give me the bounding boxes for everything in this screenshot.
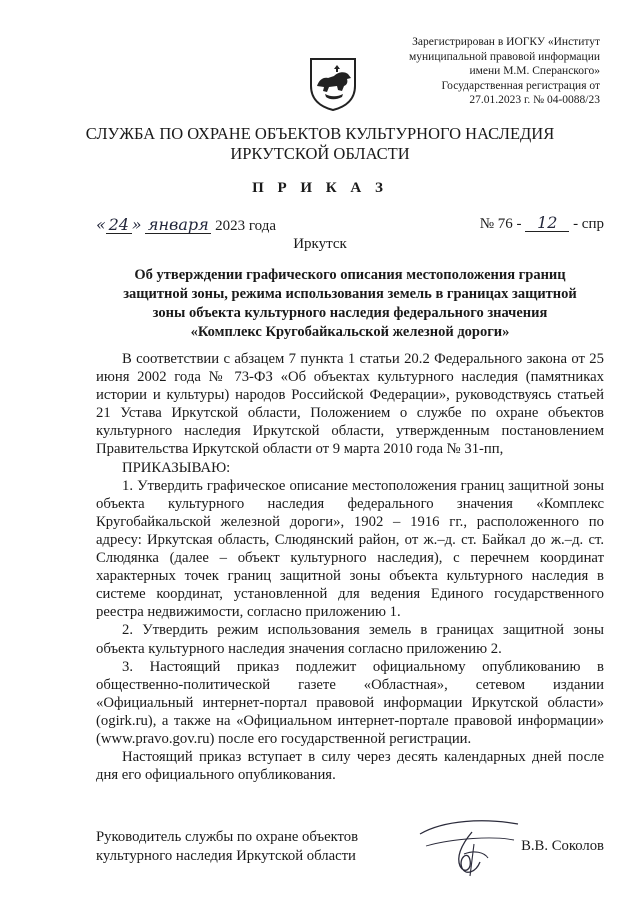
- registration-line: Зарегистрирован в ИОГКУ «Институт: [412, 36, 600, 48]
- quote-close: »: [131, 215, 142, 234]
- signer-position-line: культурного наследия Иркутской области: [96, 847, 356, 864]
- subject-line: зоны объекта культурного наследия федерального значения: [152, 305, 548, 321]
- preamble-paragraph: В соответствии с абзацем 7 пункта 1 статьи 20.2 Федерального закона от 25 июня 2002 года № 73-ФЗ «Об объектах культурного наследия (памятниках истории и культуры) народов Российской Федерации», руководствуясь статьей 21 Устава Иркутской области, Положением о службе по охране объектов культурного наследия Иркутской области, утвержденным постановлением Правительства Иркутской области от 9 марта 2010 года № 31-пп,: [96, 351, 604, 458]
- order-subject: [96, 266, 604, 342]
- order-body: [96, 350, 604, 784]
- signature-block: [96, 828, 604, 870]
- handwritten-signature: [414, 814, 524, 884]
- registration-line: Государственная регистрация от: [441, 79, 600, 92]
- registration-line: имени М.М. Сперанского»: [469, 65, 600, 77]
- order-title: П Р И К А З: [252, 180, 388, 196]
- signer-name: В.В. Соколов: [521, 838, 604, 854]
- order-item-2: 2. Утвердить режим использования земель в границах защитной зоны объекта культурного наследия значения согласно приложению 2.: [96, 622, 604, 657]
- organization-name: [0, 124, 640, 164]
- signer-position-line: Руководитель службы по охране объектов: [96, 829, 359, 845]
- order-item-4: Настоящий приказ вступает в силу через десять календарных дней после дня его официального опубликования.: [96, 749, 604, 784]
- order-item-1: 1. Утвердить графическое описание местоположения границ защитной зоны объекта культурного наследия федерального значения «Комплекс Кругобайкальской железной дороги», 1902 – 1916 гг., расположенного по адресу: Иркутская область, Слюдянский район, от ж.–д. ст. Байкал до ж.–д. ст. Слюдянка (далее – объект культурного наследия), с перечнем координат характерных точек границ защитной зоны объекта культурного наследия в системе координат, установленной для ведения Единого государственного реестра недвижимости, согласно приложению 1.: [96, 477, 604, 621]
- quote-open: «: [96, 215, 106, 234]
- command-word: ПРИКАЗЫВАЮ:: [122, 459, 231, 476]
- order-date-number-line: [96, 213, 604, 237]
- order-item-3: 3. Настоящий приказ подлежит официальному опубликованию в общественно-политической газете «Областная», сетевом издании «Официальный интернет-портал правовой информации Иркутской области» (ogirk.ru), а также на «Официальном интернет-портале правовой информации» (www.pravo.gov.ru) после его государственной регистрации.: [96, 658, 604, 747]
- order-day: 24: [106, 217, 132, 234]
- coat-of-arms-icon: [307, 56, 359, 112]
- registration-line: 27.01.2023 г. № 04-0088/23: [469, 94, 600, 106]
- order-number-handwritten: 12: [525, 215, 569, 232]
- subject-line: «Комплекс Кругобайкальской железной дороги»: [190, 324, 510, 340]
- subject-line: защитной зоны, режима использования земель в границах защитной: [123, 286, 577, 302]
- registration-line: муниципальной правовой информации: [408, 50, 600, 63]
- city: Иркутск: [293, 236, 347, 252]
- organization-line: СЛУЖБА ПО ОХРАНЕ ОБЪЕКТОВ КУЛЬТУРНОГО НАСЛЕДИЯ: [85, 124, 555, 143]
- order-year: 2023 года: [215, 218, 276, 234]
- registration-stamp: [378, 35, 600, 108]
- organization-line: ИРКУТСКОЙ ОБЛАСТИ: [230, 144, 410, 163]
- order-date: [96, 215, 276, 235]
- order-number: [480, 215, 604, 233]
- order-month: января: [145, 217, 211, 234]
- order-number-suffix: - спр: [573, 216, 604, 232]
- order-number-prefix: № 76 -: [479, 216, 522, 232]
- signer-position: [96, 828, 358, 865]
- subject-line: Об утверждении графического описания местоположения границ: [134, 267, 566, 283]
